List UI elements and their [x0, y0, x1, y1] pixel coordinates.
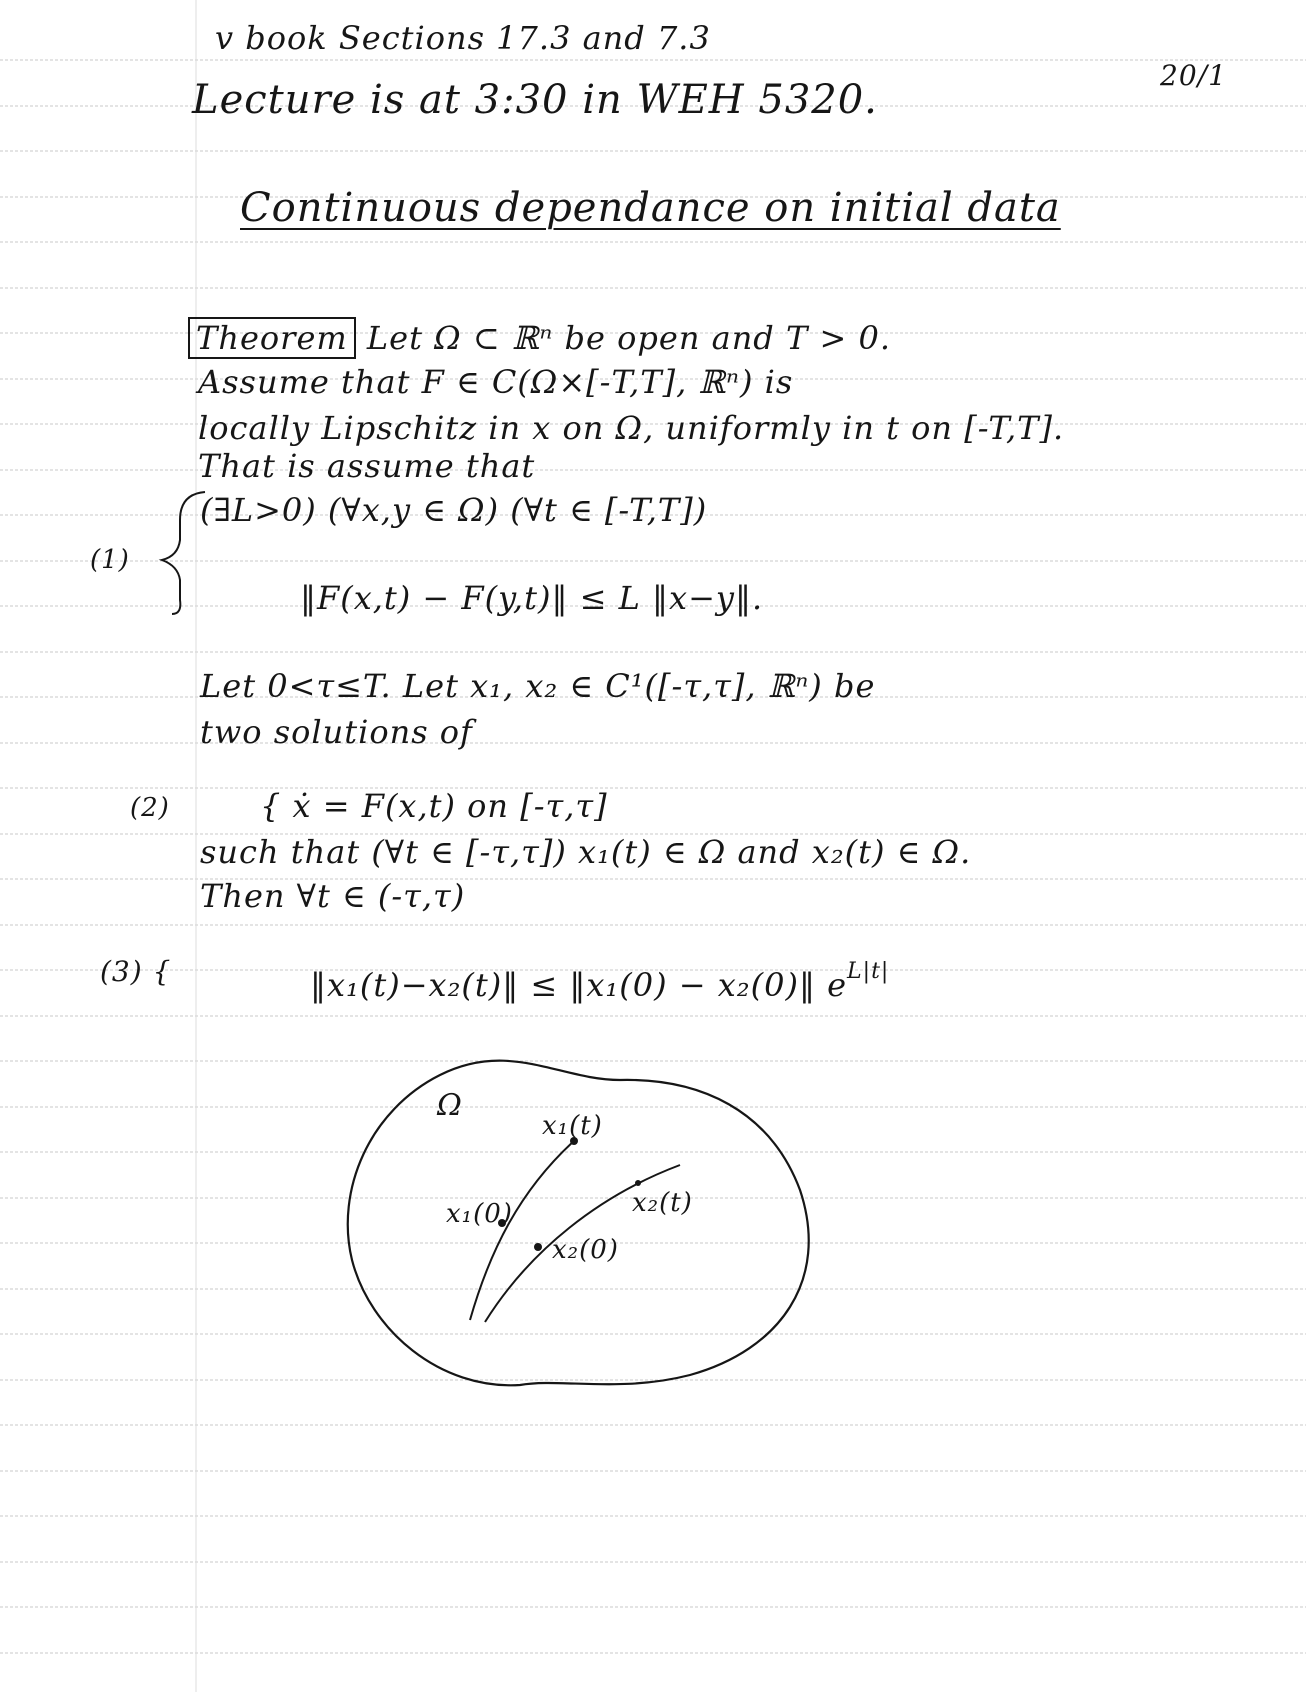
theorem-line-5: Let 0<τ≤T. Let x₁, x₂ ∈ C¹([-τ,τ], ℝⁿ) be	[200, 667, 876, 705]
theorem-line-8: Then ∀t ∈ (-τ,τ)	[200, 877, 466, 915]
theorem-line-6: two solutions of	[200, 713, 473, 751]
x20-label: x₂(0)	[552, 1235, 619, 1265]
omega-label: Ω	[437, 1088, 463, 1123]
eq3-tag: (3) {	[100, 955, 172, 988]
x2t-label: x₂(t)	[632, 1188, 693, 1218]
x10-label: x₁(0)	[446, 1199, 513, 1229]
theorem-line-7: such that (∀t ∈ [-τ,τ]) x₁(t) ∈ Ω and x₂(t) ∈ Ω.	[200, 833, 972, 871]
eq1-line-2: ‖F(x,t) − F(y,t)‖ ≤ L ‖x−y‖.	[300, 579, 764, 617]
x1t-label: x₁(t)	[542, 1111, 603, 1141]
eq1-line-1: (∃L>0) (∀x,y ∈ Ω) (∀t ∈ [-T,T])	[200, 491, 708, 529]
theorem-label: Theorem	[188, 317, 356, 359]
theorem-line-1: Let Ω ⊂ ℝⁿ be open and T > 0.	[366, 319, 891, 357]
theorem-line-4: That is assume that	[198, 447, 536, 485]
theorem-line-3: locally Lipschitz in x on Ω, uniformly in t on [-T,T].	[198, 409, 1065, 447]
eq2: { ẋ = F(x,t) on [-τ,τ]	[260, 787, 608, 825]
header-line-2: Lecture is at 3:30 in WEH 5320.	[192, 77, 878, 123]
eq1-tag: (1)	[90, 545, 130, 575]
header-line-1: v book Sections 17.3 and 7.3	[215, 19, 711, 57]
page-title: Continuous dependance on initial data	[240, 185, 1061, 231]
page-number: 20/1	[1160, 59, 1227, 92]
theorem-line-2: Assume that F ∈ C(Ω×[-T,T], ℝⁿ) is	[198, 363, 794, 401]
eq3-body: ‖x₁(t)−x₂(t)‖ ≤ ‖x₁(0) − x₂(0)‖ e	[310, 966, 848, 1004]
eq2-tag: (2)	[130, 793, 170, 823]
eq3-exponent: L|t|	[847, 959, 890, 984]
point-x20	[534, 1243, 542, 1251]
